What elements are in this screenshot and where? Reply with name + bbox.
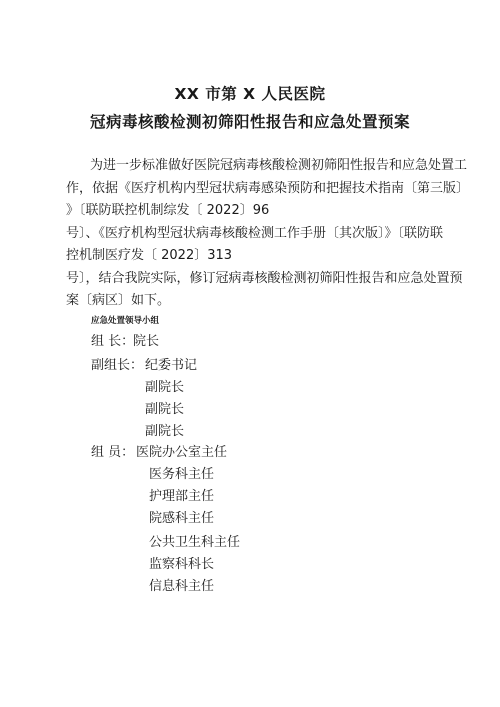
leader-value: 院长 [133,334,160,349]
hospital-title: XX 市第 X 人民医院 [174,85,326,103]
vice-leader-member: 副院长 [145,424,185,439]
vice-leader-member: 副院长 [145,402,185,417]
intro-line: 号〕、《医疗机构型冠状病毒核酸检测工作手册〔其次版〕》〔联防联 [66,225,444,241]
document-title: 冠病毒核酸检测初筛阳性报告和应急处置预案 [89,113,410,131]
group-member: 监察科科长 [149,557,215,572]
vice-leader-member: 纪委书记 [145,358,198,373]
section-heading: 应急处置领导小组 [91,316,160,326]
group-member: 院感科主任 [149,511,215,526]
leader-label: 组 长： [91,334,135,349]
intro-line: 案〔病区〕如下。 [66,293,171,308]
group-member: 医务科主任 [149,467,215,482]
intro-line: 》〔联防联控机制综发〔 2022〕96 [66,203,270,218]
group-member: 公共卫生科主任 [149,535,241,550]
group-member: 医院办公室主任 [136,445,228,460]
vice-leader-label: 副组长： [91,358,144,373]
intro-line: 为进一步标准做好医院冠病毒核酸检测初筛阳性报告和应急处置工 [90,158,468,173]
intro-line: 控机制医疗发〔 2022〕313 [66,248,233,263]
intro-paragraph [66,155,470,313]
intro-line: 作，依据《医疗机构内型冠状病毒感染预防和把握技术指南〔第三版〕 [66,180,470,196]
group-members-label: 组 员： [91,445,135,460]
vice-leader-member: 副院长 [145,380,185,395]
group-member: 护理部主任 [149,489,215,504]
group-member: 信息科主任 [149,579,215,594]
intro-line: 号〕，结合我院实际，修订冠病毒核酸检测初筛阳性报告和应急处置预 [66,270,463,286]
